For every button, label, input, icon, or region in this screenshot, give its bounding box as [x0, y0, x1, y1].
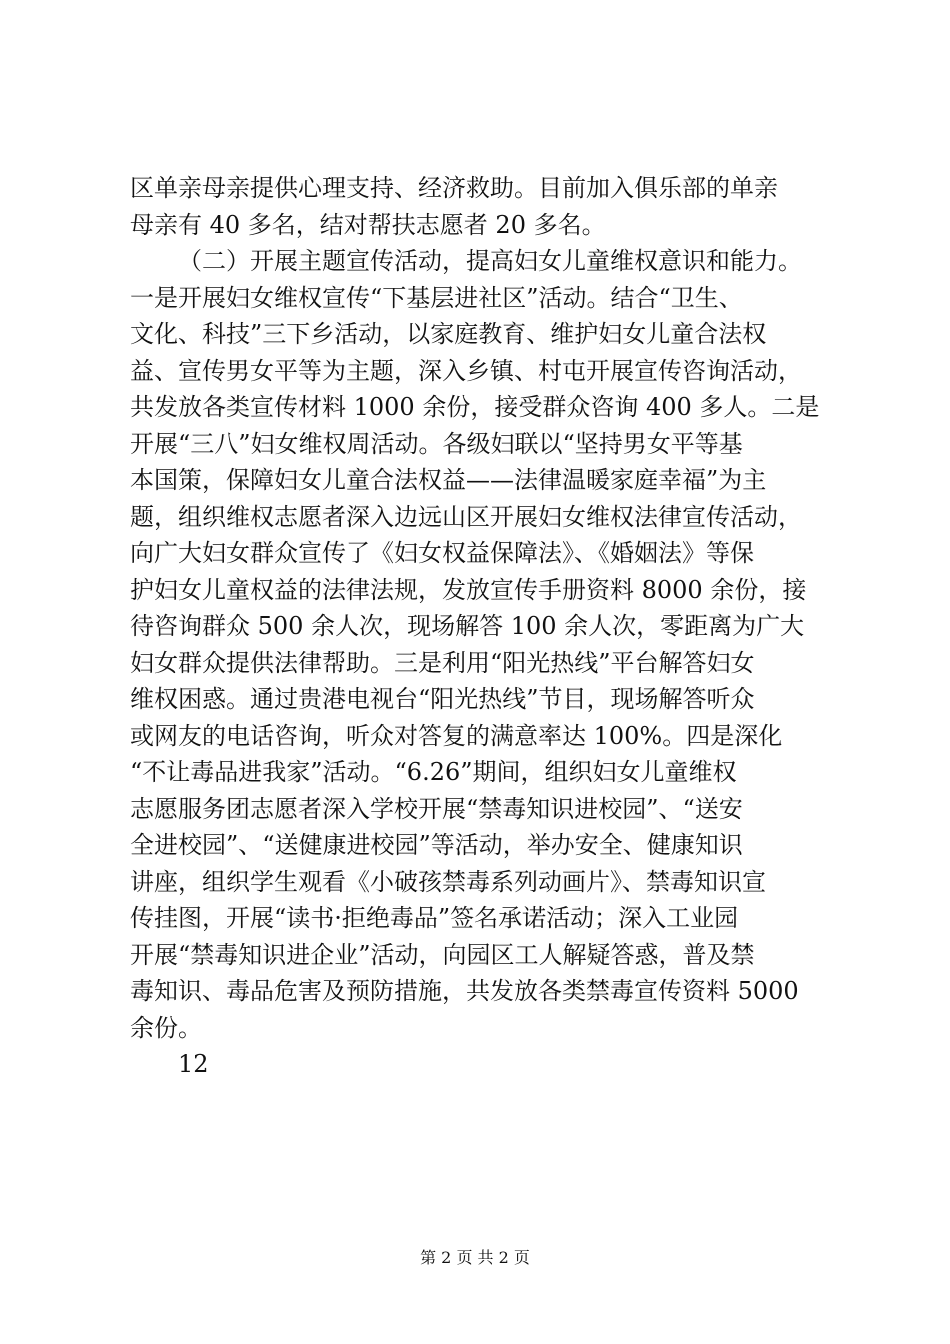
text-line: 毒知识、毒品危害及预防措施，共发放各类禁毒宣传资料 5000 [130, 977, 799, 1005]
text-line: 题，组织维权志愿者深入边远山区开展妇女维权法律宣传活动， [130, 502, 802, 531]
text-line: 或网友的电话咨询，听众对答复的满意率达 100%。四是深化 [130, 721, 783, 750]
trailing-number: 12 [178, 1050, 209, 1078]
text-line: 向广大妇女群众宣传了《妇女权益保障法》、《婚姻法》等保 [130, 539, 754, 567]
text-line: 开展“三八”妇女维权周活动。各级妇联以“坚持男女平等基 [130, 429, 743, 458]
text-line: 传挂图，开展“读书·拒绝毒品”签名承诺活动；深入工业园 [130, 904, 739, 932]
text-line: 区单亲母亲提供心理支持、经济救助。目前加入俱乐部的单亲 [130, 174, 778, 202]
text-line: 维权困惑。通过贵港电视台“阳光热线”节目，现场解答听众 [130, 685, 755, 713]
text-line: 开展“禁毒知识进企业”活动，向园区工人解疑答惑，普及禁 [130, 940, 755, 969]
page-footer [0, 1248, 950, 1268]
text-line: 余份。 [130, 1013, 202, 1042]
text-line: 护妇女儿童权益的法律法规，发放宣传手册资料 8000 余份，接 [130, 575, 807, 604]
text-line: 益、宣传男女平等为主题，深入乡镇、村屯开展宣传咨询活动， [130, 356, 802, 385]
text-line: 志愿服务团志愿者深入学校开展“禁毒知识进校园”、“送安 [130, 794, 743, 823]
text-line: 本国策，保障妇女儿童合法权益——法律温暖家庭幸福”为主 [130, 466, 767, 494]
section-heading-line: （二）开展主题宣传活动，提高妇女儿童维权意识和能力。 [178, 247, 802, 275]
text-line: “不让毒品进我家”活动。“6.26”期间，组织妇女儿童维权 [130, 758, 737, 786]
text-line: 共发放各类宣传材料 1000 余份，接受群众咨询 400 多人。二是 [130, 393, 820, 421]
body-text [130, 170, 830, 1083]
text-line: 妇女群众提供法律帮助。三是利用“阳光热线”平台解答妇女 [130, 648, 755, 677]
text-line: 全进校园”、“送健康进校园”等活动，举办安全、健康知识 [130, 831, 743, 859]
text-line: 母亲有 40 多名，结对帮扶志愿者 20 多名。 [130, 210, 606, 239]
text-line: 讲座，组织学生观看《小破孩禁毒系列动画片》、禁毒知识宣 [130, 867, 766, 896]
page-number-label: 第 2 页 共 2 页 [420, 1248, 530, 1267]
text-line: 待咨询群众 500 余人次，现场解答 100 余人次，零距离为广大 [130, 612, 805, 640]
text-line: 一是开展妇女维权宣传“下基层进社区”活动。结合“卫生、 [130, 283, 743, 312]
text-line: 文化、科技”三下乡活动，以家庭教育、维护妇女儿童合法权 [130, 320, 767, 348]
